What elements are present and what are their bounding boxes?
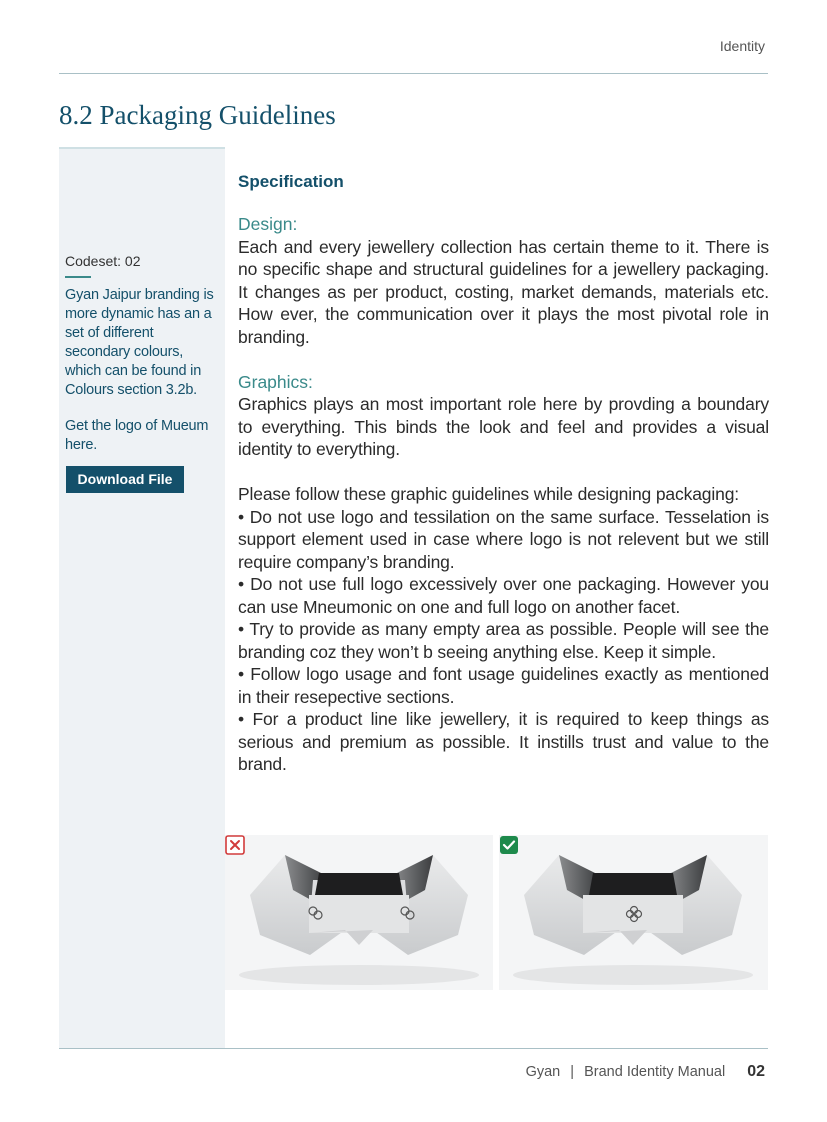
codeset-underline xyxy=(65,276,91,278)
guideline-bullet: • Do not use full logo excessively over one packaging. However you can use Mneumonic on one and full logo on another facet. xyxy=(238,574,769,617)
footer-manual-title: Brand Identity Manual xyxy=(584,1064,726,1080)
cross-icon xyxy=(225,835,245,855)
design-paragraph: Each and every jewellery collection has certain theme to it. There is no specific shape and structural guidelines for a jewellery packaging. It changes as per product, costing, market demands, materials etc. How ever, the communication over it plays the most pivotal role in branding. xyxy=(238,236,769,347)
follow-guidelines-text: Please follow these graphic guidelines while designing packaging: xyxy=(238,484,739,504)
guideline-bullet: • Do not use logo and tessilation on the same surface. Tesselation is support element used in case where logo is not relevent but we still require company’s branding. xyxy=(238,506,769,572)
main-content xyxy=(238,170,769,776)
guideline-bullet: • Follow logo usage and font usage guidelines exactly as mentioned in their resepective sections. xyxy=(238,664,769,707)
codeset-label: Codeset: 02 xyxy=(65,253,141,269)
sidebar-note: Gyan Jaipur branding is more dynamic has an a set of different secondary colours, which can be found in Colours section 3.2b. xyxy=(65,287,214,398)
graphics-paragraph: Graphics plays an most important role here by provding a boundary to everything. This binds the look and feel and provides a visual identity to everything. xyxy=(238,394,769,459)
footer xyxy=(526,1063,765,1081)
packaging-image-correct xyxy=(499,835,768,990)
packaging-image-incorrect xyxy=(225,835,493,990)
packaging-examples xyxy=(225,835,768,990)
footer-divider xyxy=(59,1048,768,1049)
sidebar xyxy=(59,147,225,1048)
page-title: 8.2 Packaging Guidelines xyxy=(59,100,336,130)
graphics-label: Graphics: xyxy=(238,371,313,392)
design-label: Design: xyxy=(238,214,298,234)
sidebar-logo-note: Get the logo of Mueum here. xyxy=(65,418,209,453)
check-icon xyxy=(499,835,519,855)
guideline-bullet: • Try to provide as many empty area as possible. People will see the branding coz they won’t b seeing anything else. Keep it simple. xyxy=(238,619,769,662)
footer-separator: | xyxy=(570,1064,575,1080)
download-file-button[interactable]: Download File xyxy=(66,466,184,493)
guideline-bullet: • For a product line like jewellery, it is required to keep things as serious and premium as possible. It instills trust and value to the brand. xyxy=(238,709,769,774)
header-divider xyxy=(59,73,768,74)
page-number: 02 xyxy=(747,1063,765,1080)
header-section-label: Identity xyxy=(719,38,765,54)
footer-brand: Gyan xyxy=(525,1064,561,1080)
specification-heading: Specification xyxy=(238,172,344,191)
